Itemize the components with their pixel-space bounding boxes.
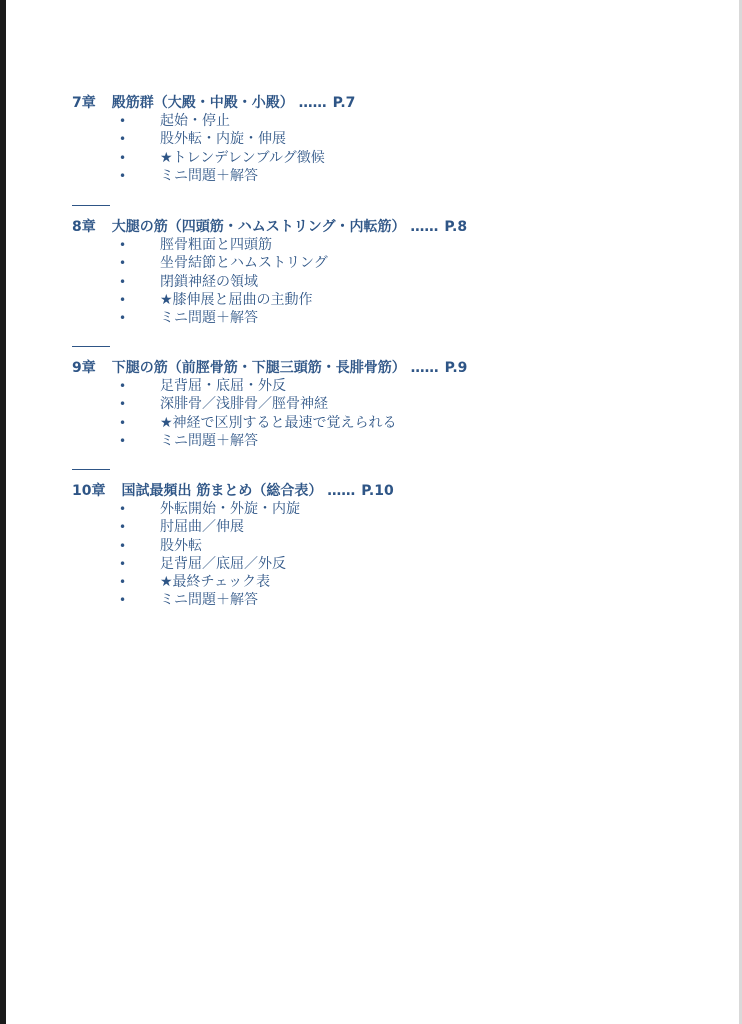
chapter-title: 国試最頻出 筋まとめ（総合表） — [121, 483, 323, 499]
list-item-text: ★神経で区別すると最速で覚えられる — [160, 414, 397, 431]
list-item — [6, 395, 742, 413]
list-item — [6, 591, 742, 609]
bullet-icon: • — [119, 556, 127, 571]
bullet-icon: • — [119, 238, 127, 252]
list-item — [6, 309, 742, 327]
list-item — [6, 518, 742, 536]
list-item-text: 肘屈曲／伸展 — [160, 519, 244, 536]
list-item — [6, 254, 742, 272]
bullet-icon: • — [119, 575, 127, 590]
list-item-text: ★最終チェック表 — [160, 574, 271, 591]
list-item — [6, 573, 742, 591]
document-page — [6, 0, 742, 1024]
list-item — [6, 167, 742, 185]
bullet-icon: • — [119, 593, 127, 608]
list-item — [6, 130, 742, 148]
bullet-icon: • — [119, 132, 127, 147]
list-item-text: ★トレンデレンブルグ徴候 — [160, 149, 325, 166]
chapter-heading[interactable] — [72, 218, 467, 236]
list-item — [6, 555, 742, 573]
chapter-heading[interactable] — [72, 359, 467, 377]
page-number: P.7 — [332, 95, 356, 111]
list-item-text: 足背屈／底屈／外反 — [160, 555, 286, 572]
list-item — [6, 537, 742, 555]
list-item-text: ミニ問題＋解答 — [160, 310, 258, 327]
list-item — [6, 377, 742, 395]
bullet-icon: • — [119, 311, 127, 326]
list-item — [6, 500, 742, 518]
bullet-icon: • — [119, 538, 127, 553]
chapter-title: 殿筋群（大殿・中殿・小殿） — [111, 95, 294, 111]
bullet-icon: • — [119, 397, 127, 412]
chapter-number: 8章 — [72, 219, 96, 235]
list-item — [6, 112, 742, 130]
list-item-text: ミニ問題＋解答 — [160, 592, 258, 609]
list-item — [6, 414, 742, 432]
chapter-heading[interactable] — [72, 94, 355, 112]
list-item-text: ★膝伸展と屈曲の主動作 — [160, 291, 313, 308]
chapter-items — [6, 112, 742, 185]
list-item-text: 深腓骨／浅腓骨／脛骨神経 — [160, 396, 328, 413]
list-item — [6, 149, 742, 167]
page-number: P.9 — [444, 360, 468, 376]
bullet-icon: • — [119, 433, 127, 448]
list-item-text: 足背屈・底屈・外反 — [160, 378, 286, 394]
bullet-icon: • — [119, 502, 127, 516]
chapter-title: 下腿の筋（前脛骨筋・下腿三頭筋・長腓骨筋） — [111, 360, 406, 376]
list-item-text: 股外転 — [160, 537, 202, 554]
page-number: P.8 — [444, 219, 468, 235]
list-item-text: 股外転・内旋・伸展 — [160, 131, 286, 148]
list-item — [6, 432, 742, 450]
bullet-icon: • — [119, 292, 127, 307]
bullet-icon: • — [119, 168, 127, 183]
chapter-items — [6, 377, 742, 450]
list-item — [6, 236, 742, 254]
bullet-icon: • — [119, 520, 127, 535]
list-item-text: 坐骨結節とハムストリング — [160, 255, 328, 272]
page-number: P.10 — [361, 483, 394, 499]
list-item-text: 起始・停止 — [160, 113, 230, 129]
chapter-number: 7章 — [72, 95, 96, 111]
bullet-icon: • — [119, 256, 127, 271]
leader-dots: …… — [327, 483, 356, 499]
list-item — [6, 273, 742, 291]
chapter-heading[interactable] — [72, 482, 394, 500]
chapter-number: 9章 — [72, 360, 96, 376]
chapter-items — [6, 500, 742, 610]
leader-dots: …… — [410, 360, 439, 376]
bullet-icon: • — [119, 379, 127, 393]
bullet-icon: • — [119, 150, 127, 165]
bullet-icon: • — [119, 114, 127, 128]
list-item-text: ミニ問題＋解答 — [160, 167, 258, 184]
list-item-text: 外転開始・外旋・内旋 — [160, 501, 300, 517]
bullet-icon: • — [119, 415, 127, 430]
section-divider — [72, 469, 110, 470]
list-item-text: 脛骨粗面と四頭筋 — [160, 237, 272, 253]
section-divider — [72, 346, 110, 347]
chapter-title: 大腿の筋（四頭筋・ハムストリング・内転筋） — [111, 219, 406, 235]
list-item-text: 閉鎖神経の領域 — [160, 273, 258, 290]
list-item — [6, 291, 742, 309]
chapter-number: 10章 — [72, 483, 106, 499]
chapter-items — [6, 236, 742, 327]
section-divider — [72, 205, 110, 206]
list-item-text: ミニ問題＋解答 — [160, 432, 258, 449]
bullet-icon: • — [119, 274, 127, 289]
leader-dots: …… — [410, 219, 439, 235]
leader-dots: …… — [298, 95, 327, 111]
